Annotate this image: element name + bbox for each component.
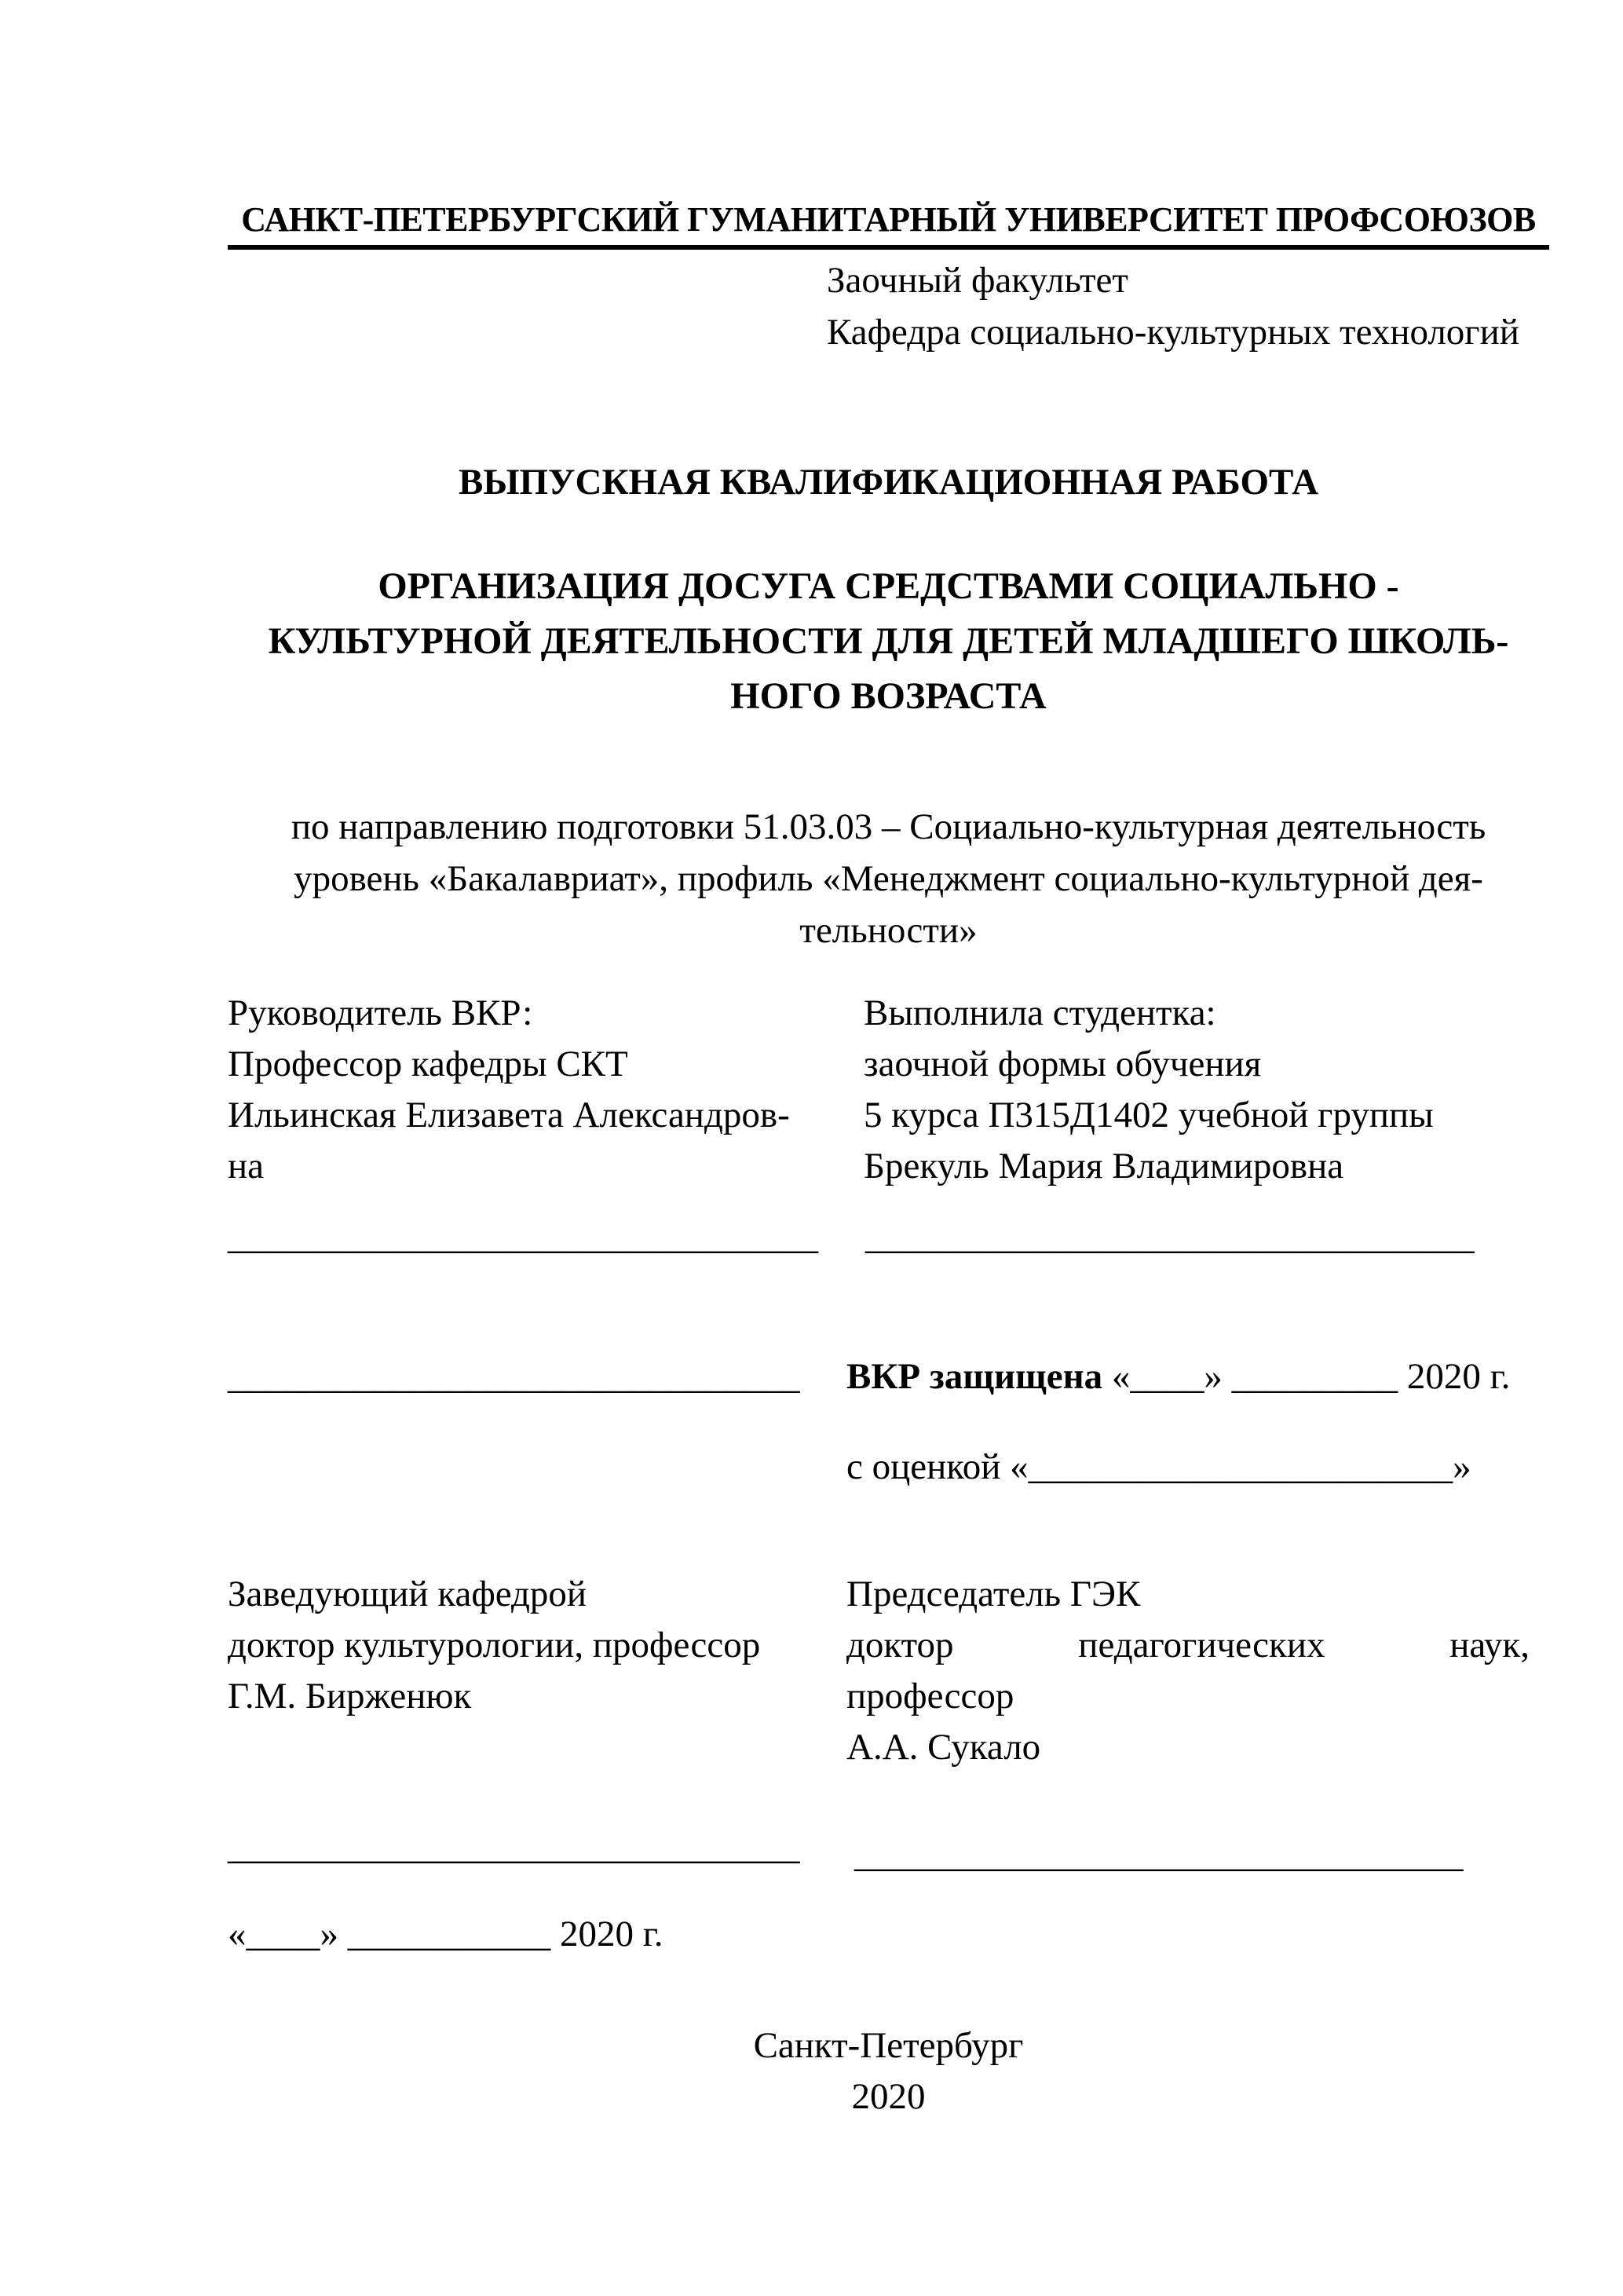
degree-program-line-3: тельности»	[799, 910, 978, 951]
chairman-degree-line	[846, 1620, 1549, 1671]
work-type-heading: ВЫПУСКНАЯ КВАЛИФИКАЦИОННАЯ РАБОТА	[458, 462, 1319, 503]
head-date-line: «____» ___________ 2020 г.	[228, 1914, 663, 1954]
chairman-degree-line-2: профессор	[846, 1676, 1014, 1717]
supervisor-signature-line: ________________________________	[228, 1216, 818, 1257]
defended-date-placeholder: «____» _________ 2020 г.	[1102, 1356, 1511, 1397]
department-name: Кафедра социально-культурных технологий	[827, 312, 1519, 353]
thesis-title	[228, 559, 1549, 724]
defended-line	[846, 1351, 1549, 1402]
imprint-block	[228, 2020, 1549, 2122]
imprint-year: 2020	[851, 2076, 926, 2117]
head-title: Заведующий кафедрой	[228, 1574, 587, 1614]
supervisor-name-line-1: Ильинская Елизавета Александров-	[228, 1095, 790, 1135]
chairman-degree-word-2: педагогических	[1078, 1625, 1325, 1665]
officials-block	[228, 1569, 1549, 1773]
head-signature-line: _______________________________	[228, 1826, 800, 1867]
defense-row	[228, 1351, 1549, 1402]
head-degree: доктор культурологии, профессор	[228, 1625, 761, 1665]
thesis-title-line-3: НОГО ВОЗРАСТА	[730, 675, 1047, 717]
degree-program-line-1: по направлению подготовки 51.03.03 – Социально-культурная деятельность	[291, 806, 1486, 847]
chairman-title: Председатель ГЭК	[846, 1574, 1141, 1614]
student-name: Брекуль Мария Владимировна	[864, 1146, 1344, 1186]
chairman-signature-line: _________________________________	[854, 1834, 1464, 1875]
student-label: Выполнила студентка:	[864, 993, 1216, 1033]
head-of-department-block	[228, 1569, 846, 1773]
imprint-city: Санкт-Петербург	[753, 2025, 1024, 2066]
signature-row-1	[228, 1212, 1549, 1263]
degree-program-line-2: уровень «Бакалавриат», профиль «Менеджмент социально-культурной дея-	[294, 858, 1483, 899]
thesis-title-line-2: КУЛЬТУРНОЙ ДЕЯТЕЛЬНОСТИ ДЛЯ ДЕТЕЙ МЛАДШЕГО ШКОЛЬ-	[268, 620, 1509, 662]
grade-line: с оценкой «_______________________»	[846, 1446, 1471, 1487]
faculty-department-block	[827, 254, 1549, 358]
signature-row-2	[228, 1822, 1549, 1873]
thesis-title-line-1: ОРГАНИЗАЦИЯ ДОСУГА СРЕДСТВАМИ СОЦИАЛЬНО -	[378, 565, 1399, 607]
gec-chairman-block	[846, 1569, 1549, 1773]
student-signature-line: _________________________________	[865, 1216, 1475, 1257]
supervisor-name-line-2: на	[228, 1146, 265, 1186]
chairman-signature-cell	[854, 1822, 1549, 1873]
student-group: 5 курса П315Д1402 учебной группы	[864, 1095, 1434, 1135]
supervisor-label: Руководитель ВКР:	[228, 993, 533, 1033]
chairman-degree-word-3: наук,	[1449, 1625, 1530, 1665]
defended-label: ВКР защищена	[846, 1356, 1103, 1397]
chairman-name: А.А. Сукало	[846, 1727, 1041, 1768]
chairman-degree-word-1: доктор	[846, 1625, 954, 1665]
head-name: Г.М. Бирженюк	[228, 1676, 472, 1717]
credits-block	[228, 988, 1549, 1192]
student-block	[864, 988, 1549, 1192]
university-name: САНКТ-ПЕТЕРБУРГСКИЙ ГУМАНИТАРНЫЙ УНИВЕРСИТЕТ ПРОФСОЮЗОВ	[241, 200, 1536, 239]
student-study-form: заочной формы обучения	[864, 1044, 1262, 1084]
supervisor-position: Профессор кафедры СКТ	[228, 1044, 628, 1084]
faculty-name: Заочный факультет	[827, 260, 1128, 301]
degree-program-block	[228, 801, 1549, 956]
header-divider-rule	[228, 245, 1549, 250]
supervisor-block	[228, 988, 864, 1192]
approval-signature-line: _______________________________	[228, 1356, 800, 1397]
